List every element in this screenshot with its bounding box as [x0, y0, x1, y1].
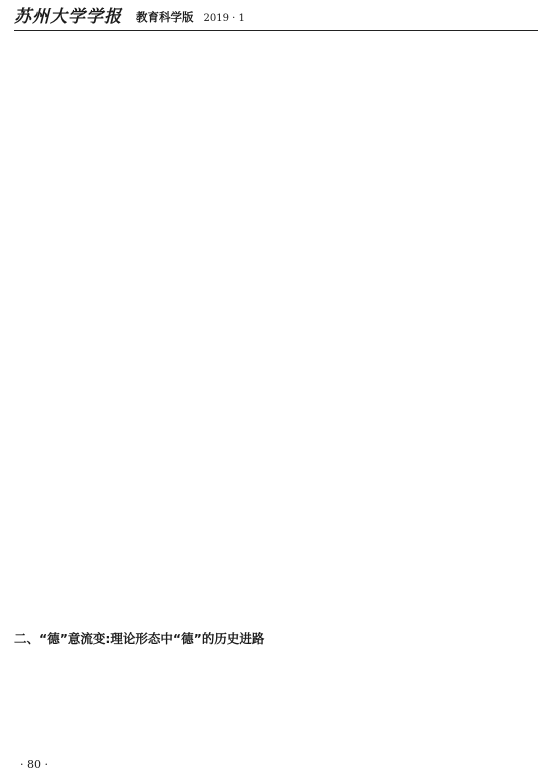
journal-edition: 教育科学版	[136, 10, 194, 24]
journal-title: 苏州大学学报	[14, 7, 122, 27]
section-heading: 二、“德”意流变:理论形态中“德”的历史进路	[14, 631, 265, 646]
journal-issue: 2019 · 1	[203, 13, 245, 24]
right-column	[284, 36, 538, 754]
journal-header	[14, 4, 538, 31]
left-column	[14, 36, 268, 754]
page-number: · 80 ·	[20, 758, 48, 771]
